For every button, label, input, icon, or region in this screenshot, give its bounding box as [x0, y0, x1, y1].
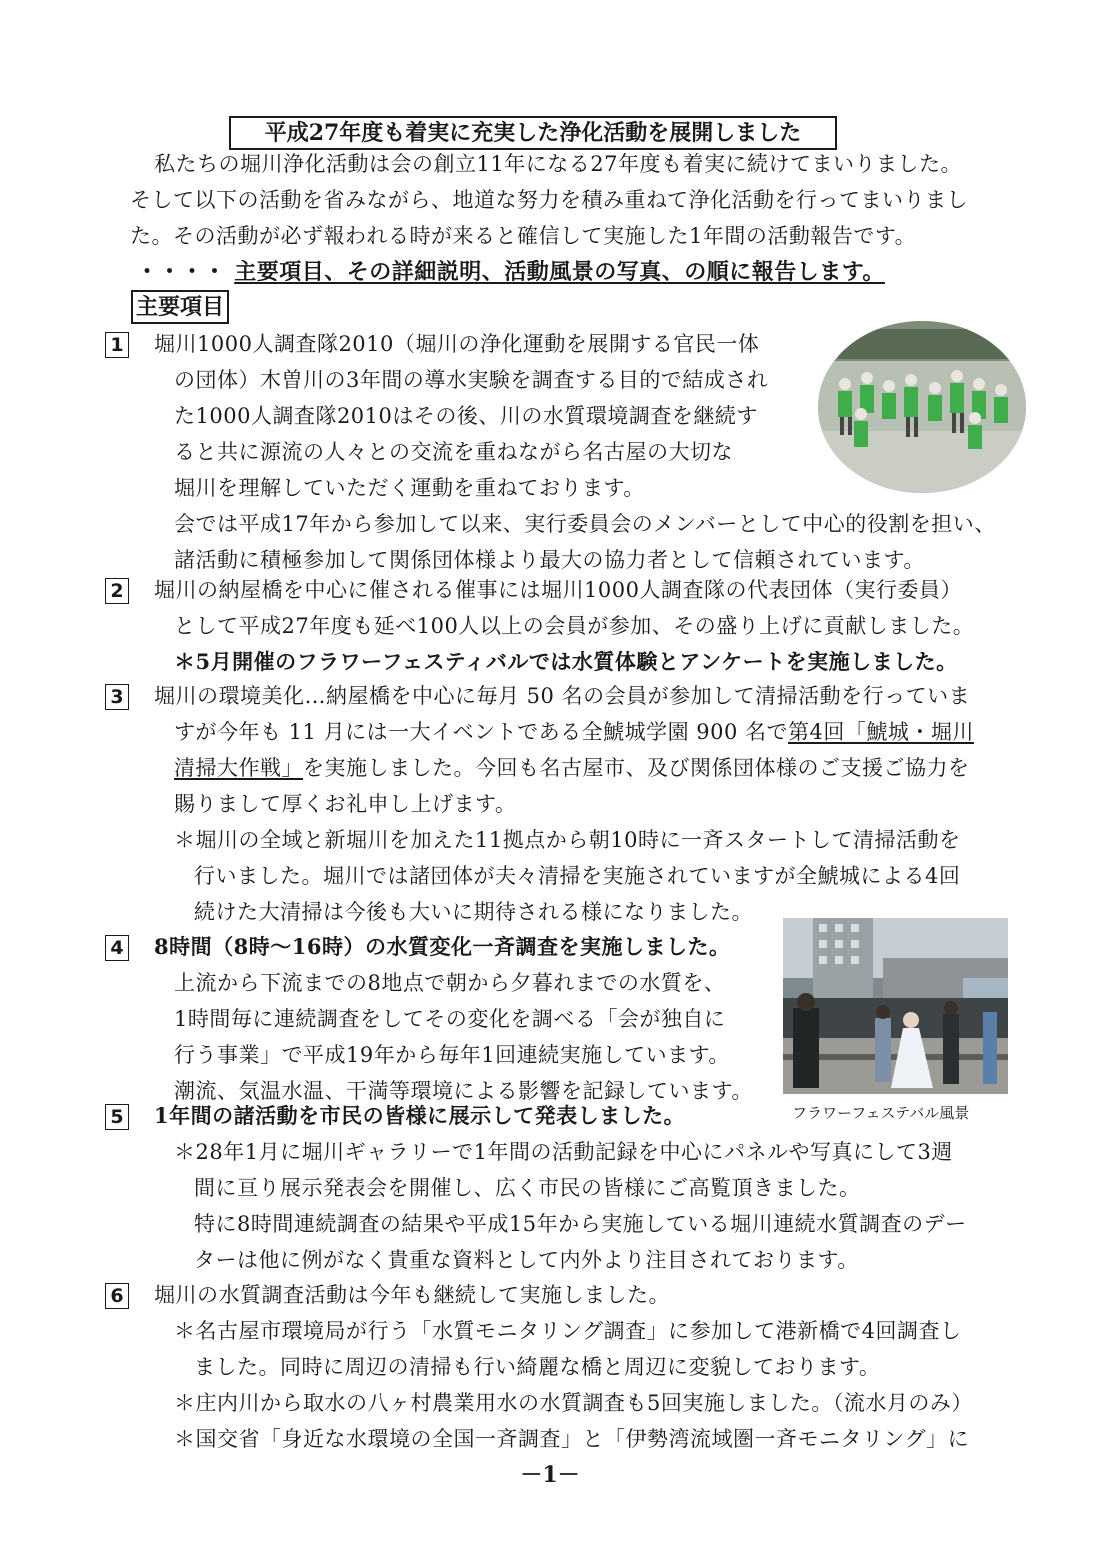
item-2-line-3: ＊5月開催のフラワーフェスティバルでは水質体験とアンケートを実施しました。: [174, 649, 958, 674]
item-3-line-4: 賜りまして厚くお礼申し上げます。: [174, 792, 517, 816]
item-2-line-1: 堀川の納屋橋を中心に催される催事には堀川1000人調査隊の代表団体（実行委員）: [154, 578, 962, 602]
flower-festival-photo-image: [783, 918, 1008, 1094]
item-1-line-2: の団体）木曽川の3年間の導水実験を調査する目的で結成され: [174, 368, 769, 392]
item-1-line-5: 堀川を理解していただく運動を重ねております。: [174, 476, 645, 500]
item-6-line-2: ＊名古屋市環境局が行う「水質モニタリング調査」に参加して港新橋で4回調査し: [174, 1319, 962, 1343]
item-3-line-2-text: すが今年も 11 月には一大イベントである全鯱城学園 900 名で: [174, 720, 789, 744]
flower-festival-photo: [783, 918, 1008, 1094]
item-6-line-3: ました。同時に周辺の清掃も行い綺麗な橋と周辺に変貌しております。: [194, 1355, 881, 1379]
item-3-line-3-text: を実施しました。今回も名古屋市、及び関係団体様のご支援ご協力を: [303, 756, 970, 780]
item-1-line-6: 会では平成17年から参加して以来、実行委員会のメンバーとして中心的役割を担い、: [174, 512, 996, 536]
item-4-line-2: 上流から下流までの8地点で朝から夕暮れまでの水質を、: [174, 971, 726, 995]
item-5-line-2: ＊28年1月に堀川ギャラリーで1年間の活動記録を中心にパネルや写真にして3週: [174, 1140, 953, 1164]
item-4-line-4: 行う事業」で平成19年から毎年1回連続実施しています。: [174, 1043, 730, 1067]
photo-caption: フラワーフェステバル風景: [792, 1104, 970, 1122]
cleanup-event-name-part-1: 第4回「鯱城・堀川: [788, 720, 974, 744]
page-title: 平成27年度も着実に充実した浄化活動を展開しました: [229, 116, 837, 150]
report-order-line: [136, 258, 885, 286]
section-label: 主要項目: [131, 290, 229, 324]
item-1-line-7: 諸活動に積極参加して関係団体様より最大の協力者として信頼されています。: [174, 548, 925, 572]
item-5-line-4: 特に8時間連続調査の結果や平成15年から実施している堀川連続水質調査のデー: [194, 1212, 967, 1236]
item-1-line-1: 堀川1000人調査隊2010（堀川の浄化運動を展開する官民一体: [154, 332, 760, 356]
item-3-line-6: 行いました。堀川では諸団体が夫々清掃を実施されていますが全鯱城による4回: [194, 864, 961, 888]
item-6-line-1: 堀川の水質調査活動は今年も継続して実施しました。: [154, 1283, 670, 1307]
item-number-1: 1: [105, 332, 129, 358]
item-5-line-5: ターは他に例がなく貴重な資料として内外より注目されております。: [194, 1248, 859, 1272]
intro-line-3: た。その活動が必ず報われる時が来ると確信して実施した1年間の活動報告です。: [130, 224, 917, 248]
intro-line-2: そして以下の活動を省みながら、地道な努力を積み重ねて浄化活動を行ってまいりまし: [130, 188, 968, 212]
item-3-line-7: 続けた大清掃は今後も大いに期待される様になりました。: [194, 900, 753, 924]
item-6-line-4: ＊庄内川から取水の八ヶ村農業用水の水質調査も5回実施しました。（流水月のみ）: [174, 1391, 973, 1415]
item-5-line-1: 1年間の諸活動を市民の皆様に展示して発表しました。: [154, 1103, 686, 1128]
page-number: －1－: [520, 1462, 580, 1488]
item-4-line-3: 1時間毎に連続調査をしてその変化を調べる「会が独自に: [174, 1007, 726, 1031]
item-6-line-5: ＊国交省「身近な水環境の全国一斉調査」と「伊勢湾流域圏一斉モニタリング」に: [174, 1427, 970, 1451]
report-order-text: 主要項目、その詳細説明、活動風景の写真、の順に報告します。: [234, 259, 885, 285]
item-2-line-2: として平成27年度も延べ100人以上の会員が参加、その盛り上げに貢献しました。: [174, 614, 975, 638]
item-4-line-5: 潮流、気温水温、干満等環境による影響を記録しています。: [174, 1079, 753, 1103]
item-1-line-3: た1000人調査隊2010はその後、川の水質環境調査を継続す: [174, 404, 758, 428]
item-3-line-2: [174, 718, 974, 746]
item-number-5: 5: [105, 1104, 129, 1130]
report-order-prefix: ・・・・: [136, 259, 227, 285]
survey-team-photo: [818, 321, 1026, 493]
item-3-line-1: 堀川の環境美化…納屋橋を中心に毎月 50 名の会員が参加して清掃活動を行っていま: [154, 684, 971, 708]
item-5-line-3: 間に亘り展示発表会を開催し、広く市民の皆様にご高覧頂きました。: [194, 1176, 861, 1200]
item-3-line-5: ＊堀川の全域と新堀川を加えた11拠点から朝10時に一斉スタートして清掃活動を: [174, 828, 961, 852]
item-4-line-1: 8時間（8時～16時）の水質変化一斉調査を実施しました。: [154, 934, 731, 959]
item-number-3: 3: [105, 684, 129, 710]
item-3-line-3: [174, 754, 970, 782]
intro-line-1: 私たちの堀川浄化活動は会の創立11年になる27年度も着実に続けてまいりました。: [154, 152, 962, 176]
item-number-6: 6: [105, 1283, 129, 1309]
survey-team-photo-image: [818, 321, 1026, 493]
item-number-2: 2: [105, 578, 129, 604]
cleanup-event-name-part-2: 清掃大作戦」: [174, 756, 303, 780]
item-1-line-4: ると共に源流の人々との交流を重ねながら名古屋の大切な: [174, 440, 733, 464]
item-number-4: 4: [105, 935, 129, 961]
